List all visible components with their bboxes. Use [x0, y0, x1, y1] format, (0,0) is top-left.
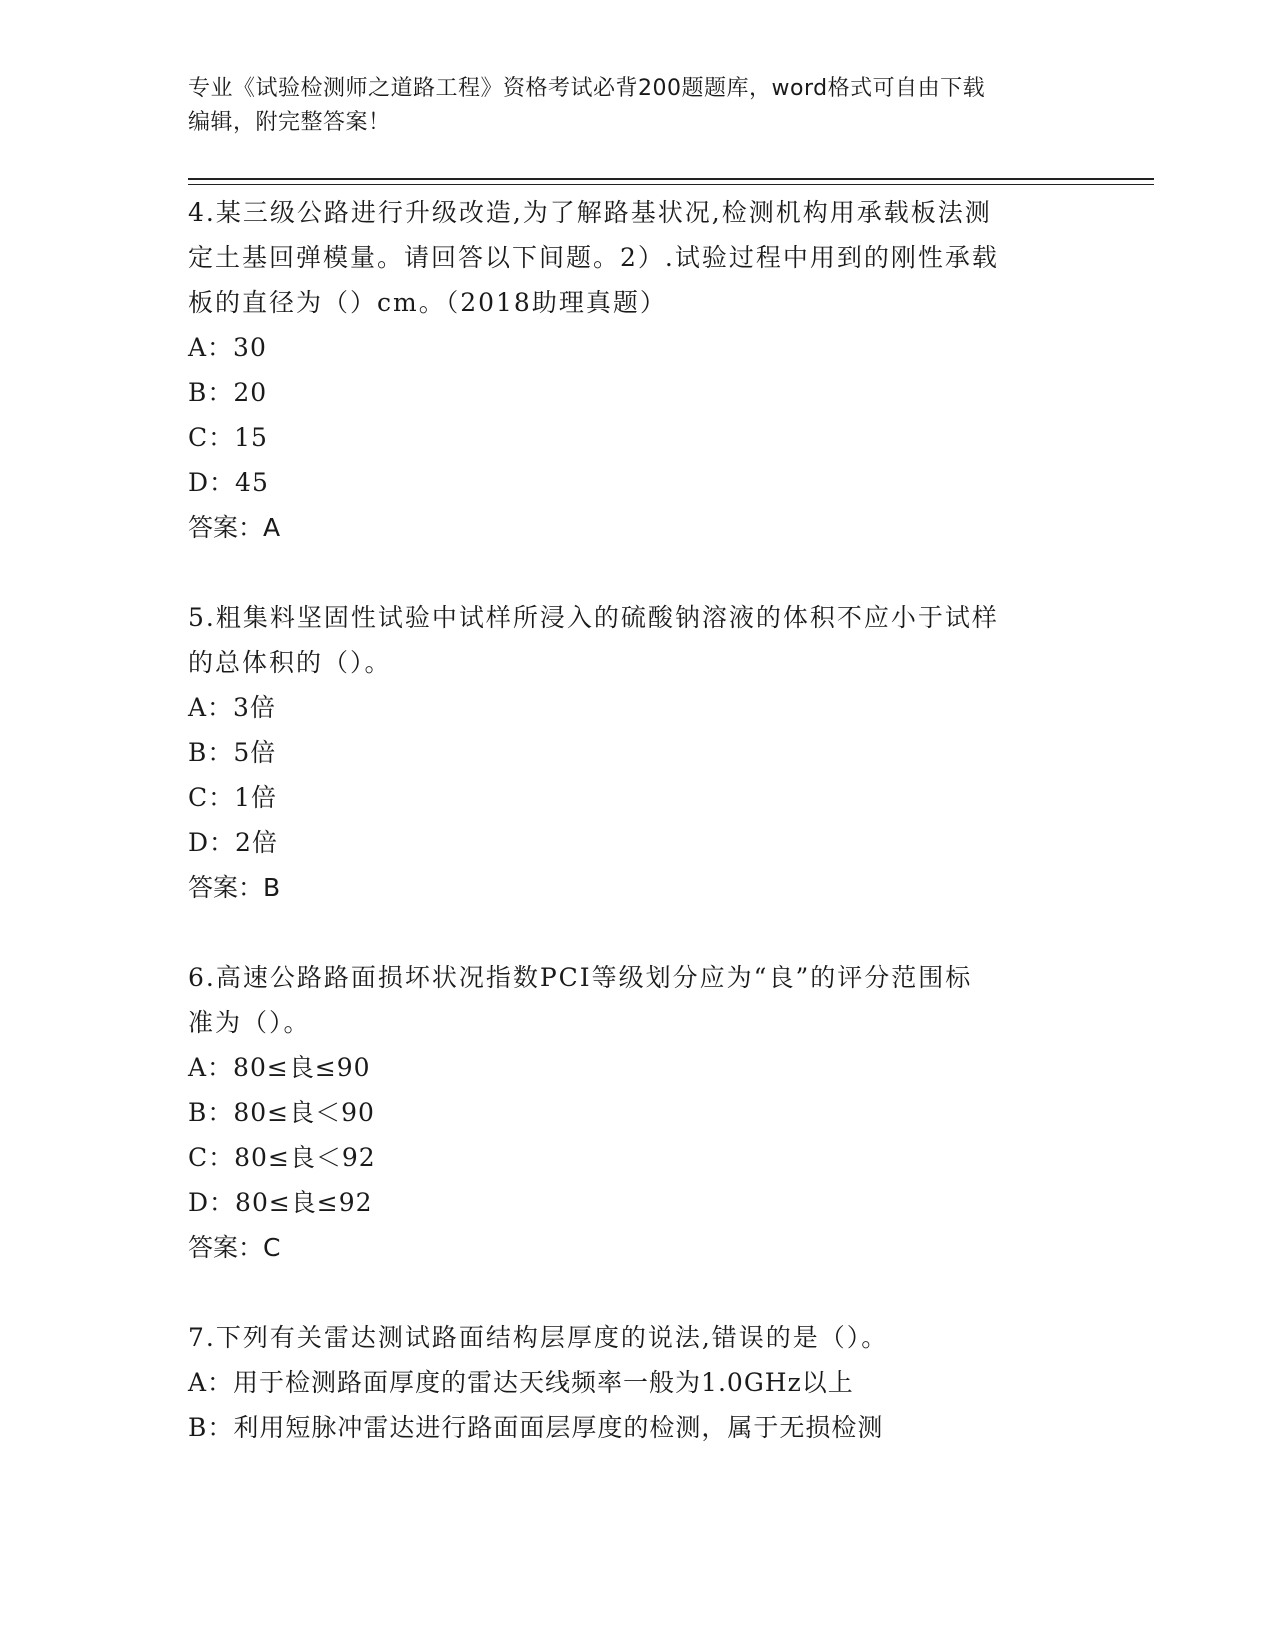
option-b: B：20	[188, 378, 268, 407]
answer-label: 答案：C	[188, 1233, 281, 1262]
question-stem-line: 的总体积的（）。	[188, 648, 392, 677]
question-4	[188, 190, 1068, 550]
question-spacer	[188, 550, 1068, 595]
document-header	[188, 72, 1068, 140]
question-7	[188, 1315, 1068, 1450]
option-c: C：1倍	[188, 783, 278, 812]
option-a: A：30	[188, 333, 267, 362]
option-a: A：80≤良≤90	[188, 1053, 371, 1082]
option-d: D：45	[188, 468, 269, 497]
header-divider-thin	[188, 184, 1154, 185]
option-c: C：15	[188, 423, 268, 452]
question-stem-line: 7.下列有关雷达测试路面结构层厚度的说法,错误的是（）。	[188, 1323, 889, 1352]
header-divider-thick	[188, 178, 1154, 180]
question-list	[188, 190, 1068, 1450]
option-c: C：80≤良＜92	[188, 1143, 376, 1172]
question-stem	[188, 1315, 1068, 1360]
answer-label: 答案：B	[188, 873, 281, 902]
header-title-line-1: 专业《试验检测师之道路工程》资格考试必背200题题库，word格式可自由下载	[188, 76, 986, 101]
question-stem	[188, 190, 1068, 325]
question-stem-line: 定土基回弹模量。请回答以下间题。2）.试验过程中用到的刚性承载	[188, 243, 999, 272]
question-stem-line: 准为（）。	[188, 1008, 311, 1037]
option-a: A：用于检测路面厚度的雷达天线频率一般为1.0GHz以上	[188, 1368, 854, 1397]
question-stem	[188, 595, 1068, 685]
question-stem-line: 4.某三级公路进行升级改造,为了解路基状况,检测机构用承载板法测	[188, 198, 992, 227]
question-spacer	[188, 910, 1068, 955]
option-b: B：5倍	[188, 738, 277, 767]
question-spacer	[188, 1270, 1068, 1315]
header-title-line-2: 编辑，附完整答案！	[188, 110, 391, 135]
option-a: A：3倍	[188, 693, 276, 722]
question-stem	[188, 955, 1068, 1045]
question-stem-line: 6.高速公路路面损坏状况指数PCI等级划分应为“良”的评分范围标	[188, 963, 973, 992]
option-b: B：80≤良＜90	[188, 1098, 375, 1127]
question-stem-line: 5.粗集料坚固性试验中试样所浸入的硫酸钠溶液的体积不应小于试样	[188, 603, 999, 632]
option-b: B：利用短脉冲雷达进行路面面层厚度的检测，属于无损检测	[188, 1413, 884, 1442]
option-d: D：2倍	[188, 828, 278, 857]
question-stem-line: 板的直径为（）cm。（2018助理真题）	[188, 288, 667, 317]
question-6	[188, 955, 1068, 1270]
answer-label: 答案：A	[188, 513, 281, 542]
question-5	[188, 595, 1068, 910]
option-d: D：80≤良≤92	[188, 1188, 373, 1217]
